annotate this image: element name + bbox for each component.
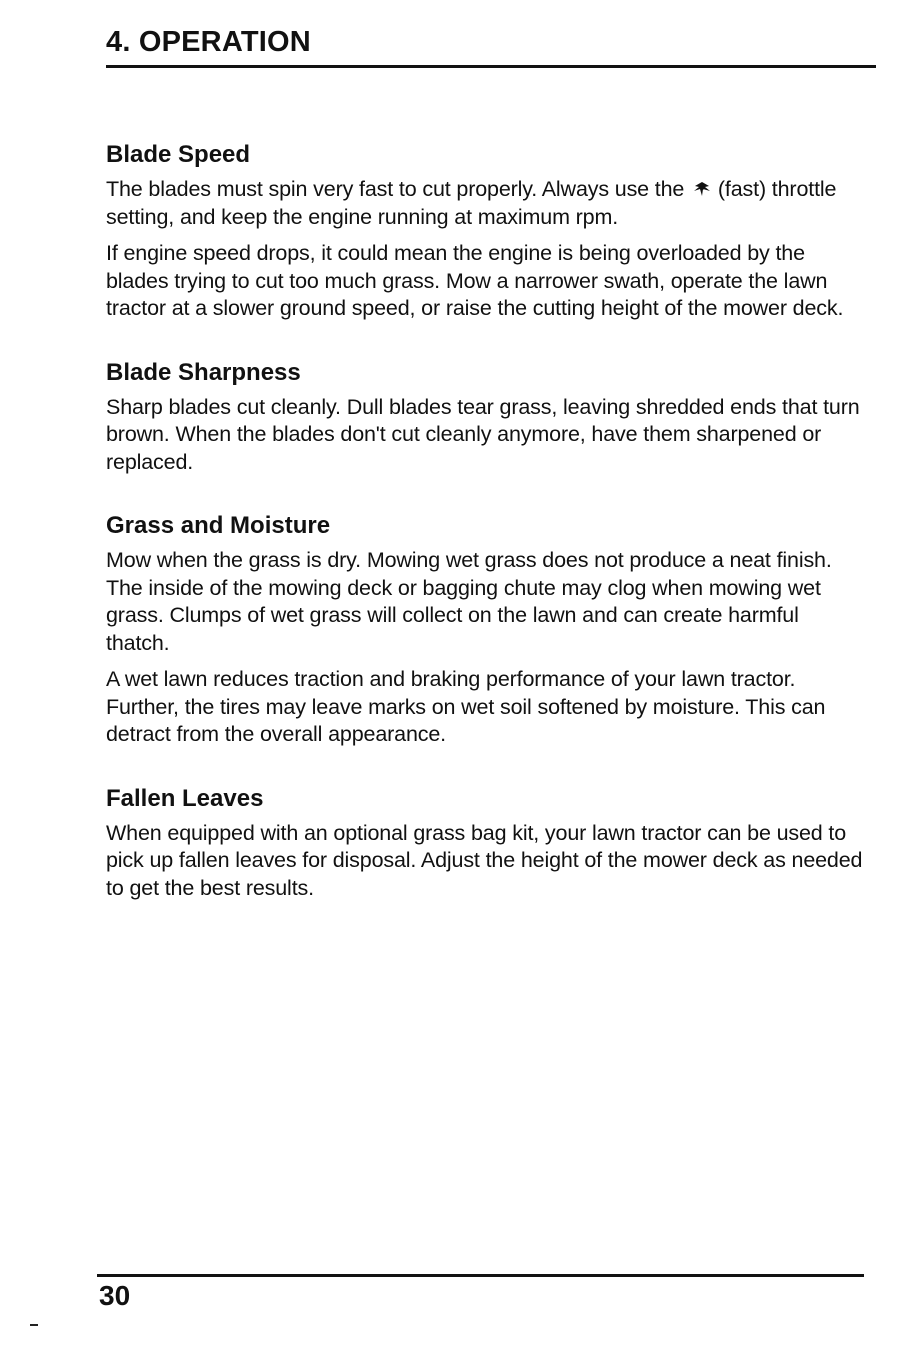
page-number: 30 <box>99 1280 131 1311</box>
section-blade-sharpness <box>106 356 866 477</box>
section-grass-and-moisture <box>106 509 866 749</box>
paragraph: Mow when the grass is dry. Mowing wet grass does not produce a neat finish. The inside of the mowing deck or bagging chute may clog when mowing wet grass. Clumps of wet grass will collect on the lawn and can create harmful thatch. <box>106 548 832 655</box>
scan-mark <box>30 1324 38 1326</box>
section-heading: Blade Speed <box>106 141 251 168</box>
section-heading: Blade Sharpness <box>106 358 301 386</box>
paragraph <box>106 176 866 231</box>
paragraph-text: (fast) throttle setting, and keep the engine running at maximum rpm. <box>106 177 837 229</box>
section-heading: Grass and Moisture <box>106 512 331 539</box>
chapter-title: 4. OPERATION <box>106 26 311 58</box>
paragraph: When equipped with an optional grass bag kit, your lawn tractor can be used to pick up fallen leaves for disposal. Adjust the height of the mower deck as needed to get the best results. <box>106 820 863 900</box>
page-content <box>106 138 866 935</box>
paragraph: If engine speed drops, it could mean the engine is being overloaded by the blades trying to cut too much grass. Mow a narrower swath, operate the lawn tractor at a slower ground speed, or raise the cutting height of the mower deck. <box>106 241 844 320</box>
paragraph: A wet lawn reduces traction and braking performance of your lawn tractor. Further, the tires may leave marks on wet soil softened by moisture. This can detract from the overall appearance. <box>106 667 826 746</box>
section-blade-speed <box>106 138 866 323</box>
section-fallen-leaves <box>106 782 866 903</box>
footer-rule <box>97 1274 864 1277</box>
fast-throttle-icon <box>692 180 712 198</box>
page-header <box>106 22 876 62</box>
paragraph: Sharp blades cut cleanly. Dull blades tear grass, leaving shredded ends that turn brown. When the blades don't cut cleanly anymore, have them sharpened or replaced. <box>106 394 860 474</box>
section-heading: Fallen Leaves <box>106 784 264 812</box>
header-rule <box>106 65 876 68</box>
paragraph-text: The blades must spin very fast to cut properly. Always use the <box>106 177 685 201</box>
